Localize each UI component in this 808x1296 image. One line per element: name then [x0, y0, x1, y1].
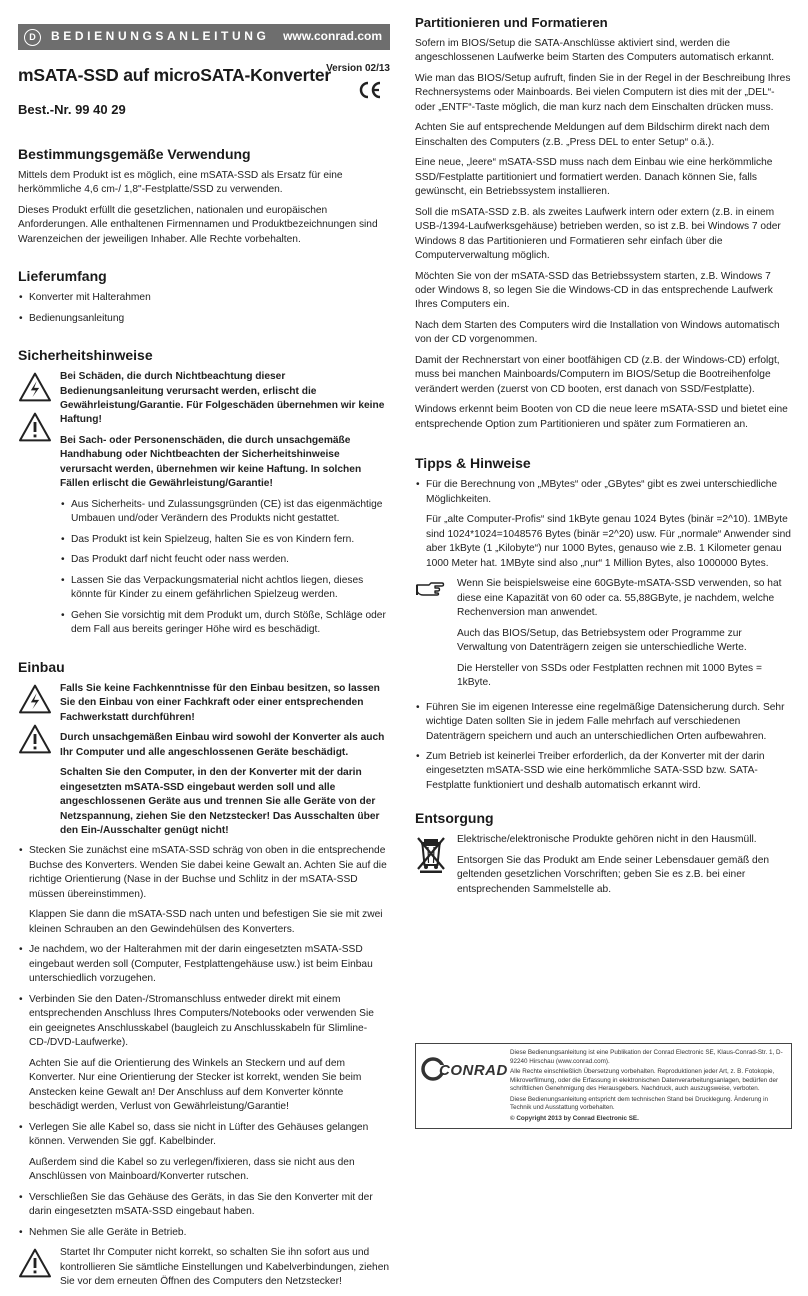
delivery-heading: Lieferumfang	[18, 268, 107, 285]
tip-note-1: Wenn Sie beispielsweise eine 60GByte-mSATA-SSD verwenden, so hat diese eine Kapazität von 60 oder ca. 55,88GByte, je nachdem, welche Rechenversion man anwendet.	[457, 578, 782, 619]
tips-list-2	[415, 701, 791, 794]
disposal-text-1: Elektrische/elektronische Produkte gehören nicht in den Hausmüll.	[457, 834, 757, 846]
publisher-footer	[415, 1043, 792, 1129]
website-url[interactable]: www.conrad.com	[283, 29, 382, 44]
disposal-block	[415, 833, 791, 903]
list-item: • Gehen Sie vorsichtig mit dem Produkt um, durch Stöße, Schläge oder dem Fall aus bereits geringer Höhe wird es beschädigt.	[60, 609, 390, 638]
step-text: • Verlegen Sie alle Kabel so, dass sie nicht in Lüfter des Gehäuses gelangen können. Verwenden Sie ggf. Kabelbinder.	[29, 1121, 369, 1148]
partition-heading: Partitionieren und Formatieren	[415, 15, 608, 30]
conrad-logo-icon	[422, 1054, 508, 1084]
list-item: • Aus Sicherheits- und Zulassungsgründen (CE) ist das eigenmächtige Umbauen und/oder Verändern des Produkts nicht gestattet.	[60, 498, 390, 527]
weee-bin-icon	[415, 835, 447, 873]
safety-warning-2: Bei Sach- oder Personenschäden, die durch unsachgemäße Handhabung oder Nichtbeachten der Sicherheitshinweise verursacht werden, übernehmen wir keine Haftung. In solchen Fällen erlischt die Gewährleistung/Garantie!	[60, 434, 362, 490]
tips-note-block	[415, 577, 791, 696]
tip-note-2: Auch das BIOS/Setup, das Betriebsystem oder Programme zur Verwaltung von Datenträgern zeigen sie unterschiedliche Werte.	[457, 627, 747, 654]
installation-heading: Einbau	[18, 658, 65, 675]
list-item: • Je nachdem, wo der Halterahmen mit der darin eingesetzten mSATA-SSD eingebaut werden soll (Computer, Festplattengehäuse usw.) ist beim Einbau unterschiedlich vorzugehen.	[18, 943, 390, 986]
footer-publisher: Diese Bedienungsanleitung ist eine Publikation der Conrad Electronic SE, Klaus-Conrad-Str. 1, D-92240 Hirschau (www.conrad.com).	[510, 1049, 783, 1065]
version-label: Version 02/13	[326, 63, 390, 74]
list-item: • Bedienungsanleitung	[18, 312, 390, 326]
installation-warning-2: Durch unsachgemäßen Einbau wird sowohl der Konverter als auch Ihr Computer und alle angeschlossenen Geräte beschädigt.	[60, 732, 385, 758]
intended-use-heading: Bestimmungsgemäße Verwendung	[18, 146, 251, 162]
warning-icon	[18, 1248, 52, 1278]
step-text: • Stecken Sie zunächst eine mSATA-SSD schräg von oben in die entsprechende Buchse des Konverters. Wenden Sie dabei keine Gewalt an. Achten Sie auf die richtige Orientierung (Nase in der Buchse und Schlitz in der mSATA-SSD müssen übereinstimmen).	[29, 845, 387, 900]
installation-final-warning	[18, 1246, 390, 1295]
product-title: mSATA-SSD auf microSATA-Konverter	[18, 65, 331, 85]
step-subtext: Achten Sie auf die Orientierung des Winkels an Steckern und auf dem Konverter. Nur eine Orientierung der Stecker ist korrekt, wenden Sie beim Anstecken keine Gewalt an! Der Anschluss auf dem Konverter könnte beschädigt werden, Verlust von Gewährleistung/Garantie!	[29, 1057, 362, 1113]
header-bar	[18, 24, 390, 50]
conrad-logo-text: CONRAD	[439, 1062, 508, 1079]
partition-paragraph: Soll die mSATA-SSD z.B. als zweites Laufwerk intern oder extern (z.B. in einem USB-/1394-Laufwerksgehäuse) betrieben werden, so ist z.B. bei Windows 7 oder Windows 8 das Partitionieren und Formatieren sehr einfach über die Computerverwaltung möglich.	[415, 206, 781, 262]
safety-warning-block	[18, 370, 390, 644]
electric-hazard-icon	[18, 372, 52, 402]
tips-heading: Tipps & Hinweise	[415, 455, 531, 472]
step-text: • Verbinden Sie den Daten-/Stromanschluss entweder direkt mit einem entsprechenden Anschluss Ihres Computers/Notebooks oder verwenden Sie ein geeignetes Anschlusskabel (baugleich zu Anschlusskabeln für Slimline-CD-/DVD-Laufwerke).	[29, 993, 374, 1049]
list-item: • Zum Betrieb ist keinerlei Treiber erforderlich, da der Konverter mit der darin eingesetzten mSATA-SSD wie eine herkömmliche SATA-SSD bzw. SATA-Festplatte funktioniert und deshalb automatisch erkannt wird.	[415, 750, 791, 793]
installation-warning-1: Falls Sie keine Fachkenntnisse für den Einbau besitzen, so lassen Sie den Einbau von einer Fachkraft oder einer entsprechenden Fachwerkstatt durchführen!	[60, 682, 380, 723]
partition-paragraph: Achten Sie auf entsprechende Meldungen auf dem Bildschirm direkt nach dem Einschalten des Computers (z.B. „Press DEL to enter Setup“ o.ä.).	[415, 122, 770, 148]
installation-steps	[18, 844, 390, 1240]
step-subtext: Außerdem sind die Kabel so zu verlegen/fixieren, dass sie nicht aus den Anschlüssen von Mainboard/Konverter rutschen.	[29, 1156, 355, 1183]
warning-icon	[18, 412, 52, 442]
tip-text: • Für die Berechnung von „MBytes“ oder „GBytes“ gibt es zwei unterschiedliche Möglichkeiten.	[426, 479, 778, 505]
installation-warning-block	[18, 682, 390, 845]
intended-use-text-1: Mittels dem Produkt ist es möglich, eine mSATA-SSD als Ersatz für eine herkömmliche 4,6 cm-/ 1,8"-Festplatte/SSD zu verwenden.	[18, 169, 343, 196]
partition-paragraph: Möchten Sie von der mSATA-SSD das Betriebssystem starten, z.B. Windows 7 oder Windows 8, so legen Sie die Windows-CD in das entsprechende Laufwerk Ihres Computers ein.	[415, 270, 773, 311]
safety-heading: Sicherheitshinweise	[18, 347, 153, 364]
right-column	[415, 14, 791, 907]
manual-title: BEDIENUNGSANLEITUNG	[51, 29, 270, 44]
tip-note-3: Die Hersteller von SSDs oder Festplatten rechnen mit 1000 Bytes = 1kByte.	[457, 662, 762, 689]
disposal-heading: Entsorgung	[415, 810, 494, 827]
list-item: • Das Produkt darf nicht feucht oder nass werden.	[60, 553, 390, 567]
delivery-list	[18, 291, 390, 326]
list-item: • Lassen Sie das Verpackungsmaterial nicht achtlos liegen, dieses könnte für Kinder zu einem gefährlichen Spielzeug werden.	[60, 574, 390, 603]
list-item: • Nehmen Sie alle Geräte in Betrieb.	[18, 1226, 390, 1240]
list-item: • Das Produkt ist kein Spielzeug, halten Sie es von Kindern fern.	[60, 533, 390, 547]
intended-use-text-2: Dieses Produkt erfüllt die gesetzlichen, nationalen und europäischen Anforderungen. Alle enthaltenen Firmennamen und Produktbezeichnungen sind Warenzeichen der jeweiligen Inhaber. Alle Rechte vorbehalten.	[18, 204, 378, 245]
country-badge: D	[24, 29, 41, 46]
safety-list	[60, 498, 390, 638]
partition-paragraph: Nach dem Starten des Computers wird die Installation von Windows automatisch von der CD vorgenommen.	[415, 319, 780, 346]
title-block	[18, 63, 390, 123]
installation-warning-3: Schalten Sie den Computer, in den der Konverter mit der darin eingesetzten mSATA-SSD eingebaut werden soll und alle angeschlossenen Geräte aus und trennen Sie alle Geräte von der Netzspannung, ziehen Sie den Netzstecker! Das Ausschalten über den Ein-/Ausschalter genügt nicht!	[60, 767, 380, 836]
electric-hazard-icon	[18, 684, 52, 714]
footer-text	[510, 1049, 785, 1123]
left-column	[18, 24, 390, 1296]
warning-icon	[18, 724, 52, 754]
list-item	[18, 993, 390, 1115]
ce-mark-icon	[358, 79, 382, 101]
partition-paragraph: Sofern im BIOS/Setup die SATA-Anschlüsse aktiviert sind, werden die angeschlossenen Laufwerke beim Starten des Computers automatisch erkannt.	[415, 37, 775, 64]
conrad-logo	[422, 1049, 510, 1123]
list-item: • Konverter mit Halterahmen	[18, 291, 390, 305]
disposal-text-2: Entsorgen Sie das Produkt am Ende seiner Lebensdauer gemäß den geltenden gesetzlichen Vorschriften; geben Sie es z.B. bei einer entsprechenden Sammelstelle ab.	[457, 854, 770, 895]
footer-copyright: © Copyright 2013 by Conrad Electronic SE.	[510, 1114, 639, 1122]
list-item	[18, 1121, 390, 1185]
step-subtext: Klappen Sie dann die mSATA-SSD nach unten und befestigen Sie sie mit zwei kleinen Schrauben an den Gewindehülsen des Konverters.	[29, 909, 383, 935]
footer-technical: Diese Bedienungsanleitung entspricht dem technischen Stand bei Drucklegung. Änderung in Technik und Ausstattung vorbehalten.	[510, 1095, 768, 1111]
partition-paragraph: Windows erkennt beim Booten von CD die neue leere mSATA-SSD und bietet eine entsprechende Option zum Partitionieren und später zum Formatieren an.	[415, 404, 788, 430]
partition-paragraph: Damit der Rechnerstart von einer bootfähigen CD (z.B. der Windows-CD) erfolgt, muss bei manchen Mainboards/Computern im BIOS/Setup die Bootreihenfolge verändert werden (zuerst von CD booten, erst danach von SSD/Festplatte).	[415, 354, 780, 395]
partition-paragraph: Eine neue, „leere“ mSATA-SSD muss nach dem Einbau wie eine herkömmliche SSD/Festplatte partitioniert und formatiert werden. Danach können Sie, falls gewünscht, ein Betriebssystem installieren.	[415, 157, 773, 198]
pointing-hand-icon	[415, 579, 445, 597]
article-number: Best.-Nr. 99 40 29	[18, 101, 126, 117]
installation-final-text: Startet Ihr Computer nicht korrekt, so schalten Sie ihn sofort aus und kontrollieren Sie sämtliche Einstellungen und Kabelverbindungen, ziehen Sie vor dem erneuten Öffnen des Computers den Netzstecker!	[60, 1247, 390, 1288]
partition-paragraph: Wie man das BIOS/Setup aufruft, finden Sie in der Regel in der Beschreibung Ihres Rechnersystems oder Mainboards. Bei vielen Computern ist dies mit der „DEL“- oder „ENTF“-Taste möglich, die man kurz nach dem Einschalten drücken muss.	[415, 72, 791, 113]
safety-warning-1: Bei Schäden, die durch Nichtbeachtung dieser Bedienungsanleitung verursacht werden, erlischt die Gewährleistung/Garantie. Für Folgeschäden übernehmen wir keine Haftung!	[60, 371, 385, 426]
list-item: • Verschließen Sie das Gehäuse des Geräts, in das Sie den Konverter mit der darin eingesetzten mSATA-SSD eingebaut haben.	[18, 1191, 390, 1220]
list-item	[415, 478, 791, 571]
list-item: • Führen Sie im eigenen Interesse eine regelmäßige Datensicherung durch. Sehr wichtige Daten sollten Sie in jedem Falle mehrfach auf verschiedenen Datenträgern speichern und auch an unterschiedlichen Orten aufbewahren.	[415, 701, 791, 744]
tip-subtext: Für „alte Computer-Profis“ sind 1kByte genau 1024 Bytes (binär =2^10). 1MByte sind 1024*1024=1048576 Bytes (binär =2^20) usw. Für „normale“ Anwender sind aber 1kByte (1 „Kilobyte“) nur 1000 Bytes, genauso wie z.B. 1 Kilometer genau 1000 Meter hat. 1MByte sind also „nur“ 1 Million Bytes, also 1000000 Bytes.	[426, 514, 791, 569]
footer-rights: Alle Rechte einschließlich Übersetzung vorbehalten. Reproduktionen jeder Art, z. B. Fotokopie, Mikroverfilmung, oder die Erfassung in elektronischen Datenverarbeitungsanlagen, bedürfen der schriftlichen Genehmigung des Herausgebers. Nachdruck, auch auszugsweise, verboten.	[510, 1068, 779, 1092]
list-item	[18, 844, 390, 937]
tips-list	[415, 478, 791, 571]
